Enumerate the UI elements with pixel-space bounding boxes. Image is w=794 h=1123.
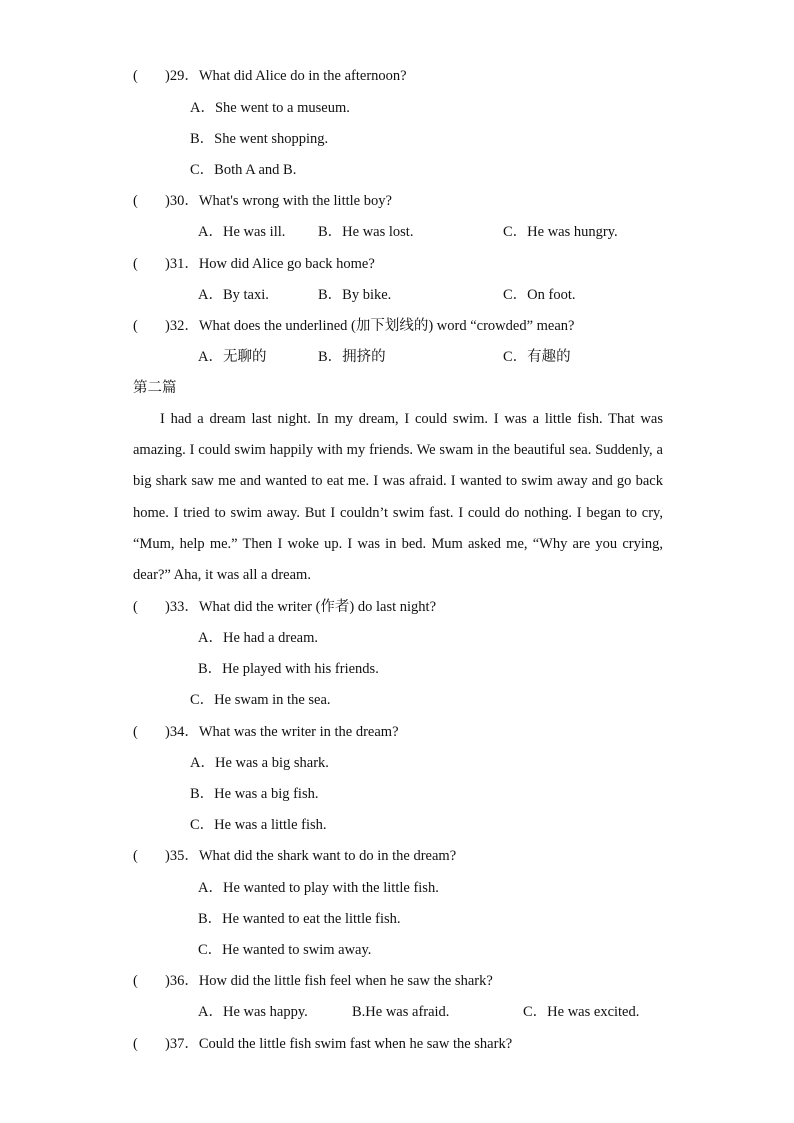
question-35: )35．What did the shark want to do in the dream? bbox=[165, 848, 457, 864]
option-c: C．He was excited. bbox=[523, 1004, 640, 1020]
answer-paren: ( bbox=[133, 848, 138, 864]
passage-text: I had a dream last night. In my dream, I could swim. I was a little fish. That was amazing. I could swim happily with my friends. We swam in the beautiful sea. Suddenly, a big shark saw me and wanted to eat me. I was afraid. I wanted to swim away and go back home. I tried to swim away. But I couldn’t swim fast. I could do nothing. I began to cry, “Mum, help me.” Then I woke up. I was in bed. Mum asked me, “Why are you crying, dear?” Aha, it was all a dream. bbox=[133, 411, 663, 584]
option-b: B．拥挤的 bbox=[318, 349, 386, 365]
option-c: C．Both A and B. bbox=[190, 162, 297, 178]
option-a: A．He was happy. bbox=[198, 1004, 308, 1020]
option-b: B．She went shopping. bbox=[190, 131, 329, 147]
answer-paren: ( bbox=[133, 256, 138, 272]
question-37: )37．Could the little fish swim fast when he saw the shark? bbox=[165, 1036, 513, 1052]
option-b: B．He played with his friends. bbox=[198, 661, 379, 677]
question-31: )31．How did Alice go back home? bbox=[165, 256, 375, 272]
answer-paren: ( bbox=[133, 1036, 138, 1052]
question-30: )30．What's wrong with the little boy? bbox=[165, 193, 392, 209]
option-a: A．By taxi. bbox=[198, 287, 269, 303]
question-34: )34．What was the writer in the dream? bbox=[165, 724, 399, 740]
answer-paren: ( bbox=[133, 68, 138, 84]
option-c: C．He was a little fish. bbox=[190, 817, 327, 833]
option-a: A．无聊的 bbox=[198, 349, 267, 365]
option-a: A．He wanted to play with the little fish. bbox=[198, 880, 439, 896]
answer-paren: ( bbox=[133, 973, 138, 989]
option-c: C．He was hungry. bbox=[503, 224, 618, 240]
option-b: B.He was afraid. bbox=[352, 1004, 450, 1020]
answer-paren: ( bbox=[133, 193, 138, 209]
question-33: )33．What did the writer (作者) do last night? bbox=[165, 599, 437, 615]
question-29: )29．What did Alice do in the afternoon? bbox=[165, 68, 407, 84]
option-b: B．He was lost. bbox=[318, 224, 414, 240]
option-b: B．He was a big fish. bbox=[190, 786, 319, 802]
option-c: C．He wanted to swim away. bbox=[198, 942, 372, 958]
reading-passage bbox=[133, 404, 663, 591]
option-b: B．By bike. bbox=[318, 287, 392, 303]
option-c: C．He swam in the sea. bbox=[190, 692, 331, 708]
option-a: A．He had a dream. bbox=[198, 630, 318, 646]
answer-paren: ( bbox=[133, 724, 138, 740]
answer-paren: ( bbox=[133, 318, 138, 334]
option-c: C．有趣的 bbox=[503, 349, 571, 365]
section-heading: 第二篇 bbox=[133, 380, 177, 396]
option-b: B．He wanted to eat the little fish. bbox=[198, 911, 401, 927]
option-a: A．She went to a museum. bbox=[190, 100, 350, 116]
option-a: A．He was a big shark. bbox=[190, 755, 329, 771]
question-32: )32．What does the underlined (加下划线的) word “crowded” mean? bbox=[165, 318, 575, 334]
option-c: C．On foot. bbox=[503, 287, 576, 303]
answer-paren: ( bbox=[133, 599, 138, 615]
question-36: )36．How did the little fish feel when he saw the shark? bbox=[165, 973, 493, 989]
option-a: A．He was ill. bbox=[198, 224, 286, 240]
